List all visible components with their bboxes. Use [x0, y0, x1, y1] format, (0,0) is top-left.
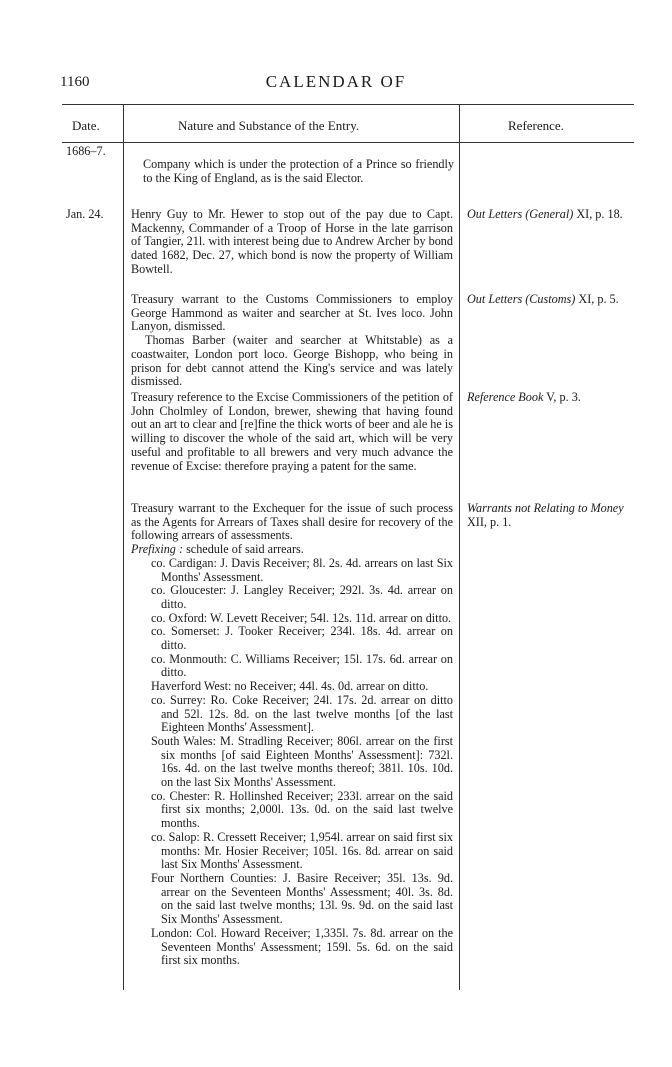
arrears-item: co. Monmouth: C. Williams Receiver; 15l. 17s. 6d. arrear on ditto.: [151, 651, 453, 680]
column-header-date: Date.: [72, 118, 100, 133]
reference-location: XI, p. 18.: [573, 207, 623, 221]
entry-paragraph: Henry Guy to Mr. Hewer to stop out of the pay due to Capt. Mackenny, Commander of a Troop of Horse in the late garrison of Tangier, 21l. with interest being due to Andrew Archer by bond dated 1682, Dec. 27, which bond is now the property of William Bowtell.: [131, 207, 453, 276]
entry-date: Jan. 24.: [66, 207, 104, 221]
entry-reference: [467, 502, 625, 529]
column-rule-right: [459, 104, 460, 990]
prefixing-line: [131, 543, 453, 557]
column-rule-left: [123, 104, 124, 990]
arrears-item: co. Oxford: W. Levett Receiver; 54l. 12s. 11d. arrear on ditto.: [151, 610, 452, 625]
reference-title: Reference Book: [467, 390, 544, 404]
entry-reference: [467, 293, 625, 307]
reference-title: Out Letters (Customs): [467, 292, 576, 306]
arrears-item: co. Somerset: J. Tooker Receiver; 234l. 18s. 4d. arrear on ditto.: [151, 624, 453, 653]
entry-paragraph: Company which is under the protection of a Prince so friendly to the King of England, as is the said Elector.: [143, 157, 454, 185]
arrears-item: Haverford West: no Receiver; 44l. 4s. 0d. arrear on ditto.: [151, 679, 429, 694]
prefixing-text: schedule of said arrears.: [183, 542, 304, 557]
running-title: CALENDAR OF: [265, 72, 407, 91]
arrears-item: co. Chester: R. Hollinshed Receiver; 233l. arrear on the said first six months; 2,000l. 13s. 0d. on the said last twelve months.: [151, 788, 453, 831]
entry-reference: [467, 391, 625, 405]
arrears-item: South Wales: M. Stradling Receiver; 806l. arrear on the first six months [of said Eighteen Months' Assessment]: 732l. 16s. 4d. on the last twelve months thereof; 381l. 10s. 10d. on the last Six Months' Assessment.: [151, 733, 453, 790]
entry-paragraph: Thomas Barber (waiter and searcher at Whitstable) as a coastwaiter, London port loco. George Bishopp, who being in prison for debt cannot attend the King's service and was lately dismissed.: [131, 333, 453, 389]
arrears-item: Four Northern Counties: J. Basire Receiver; 35l. 13s. 9d. arrear on the Seventeen Months' Assessment; 40l. 3s. 8d. on the said last twelve months; 13l. 9s. 9d. on the said last Six Months' Assessment.: [151, 870, 453, 927]
entry-paragraph: Treasury warrant to the Exchequer for the issue of such process as the Agents for Arrears of Taxes shall desire for recovery of the following arrears of assessments.: [131, 501, 453, 543]
entry-reference: [467, 208, 625, 222]
entry-text: [131, 502, 453, 968]
arrears-schedule: [131, 557, 453, 968]
entry-text: [143, 158, 454, 185]
reference-title: Warrants not Relating to Money: [467, 501, 624, 515]
reference-location: V, p. 3.: [543, 390, 581, 404]
table-top-rule: [62, 104, 634, 105]
reference-title: Out Letters (General): [467, 207, 574, 221]
table-header-rule: [62, 142, 634, 143]
arrears-item: co. Surrey: Ro. Coke Receiver; 24l. 17s. 2d. arrear on ditto and 52l. 12s. 8d. on the last twelve months [of the last Eighteen Months' Assessment].: [151, 692, 453, 735]
entry-paragraph: Treasury warrant to the Customs Commissioners to employ George Hammond as waiter and searcher at St. Ives loco. John Lanyon, dismissed.: [131, 292, 453, 334]
page-number: 1160: [60, 74, 90, 90]
entry-paragraph: Treasury reference to the Excise Commissioners of the petition of John Cholmley of London, brewer, shewing that having found out an art to clear and [re]fine the thick worts of beer and ale he is willing to discover the whole of the said art, which will be very useful and profitable to all brewers and very much advance the revenue of Excise: therefore praying a patent for the same.: [131, 390, 453, 473]
entry-text: [131, 391, 453, 473]
column-header-reference: Reference.: [508, 118, 564, 133]
arrears-item: co. Cardigan: J. Davis Receiver; 8l. 2s. 4d. arrears on last Six Months' Assessment.: [151, 555, 453, 584]
entry-text: [131, 208, 453, 277]
prefixing-label: Prefixing :: [131, 542, 184, 557]
arrears-item: co. Salop: R. Cressett Receiver; 1,954l. arrear on said first six months: Mr. Hosier Receiver; 105l. 16s. 8d. arrear on said last Six Months' Assessment.: [151, 829, 453, 872]
reference-location: XII, p. 1.: [467, 514, 512, 529]
arrears-item: London: Col. Howard Receiver; 1,335l. 7s. 8d. arrear on the Seventeen Months' Assessment; 159l. 5s. 6d. on the said first six months.: [151, 925, 453, 968]
reference-location: XI, p. 5.: [575, 292, 619, 306]
column-header-entry: Nature and Substance of the Entry.: [178, 118, 360, 133]
entry-text: [131, 293, 453, 389]
entry-date: 1686–7.: [66, 144, 106, 158]
arrears-item: co. Gloucester: J. Langley Receiver; 292l. 3s. 4d. arrear on ditto.: [151, 583, 453, 611]
